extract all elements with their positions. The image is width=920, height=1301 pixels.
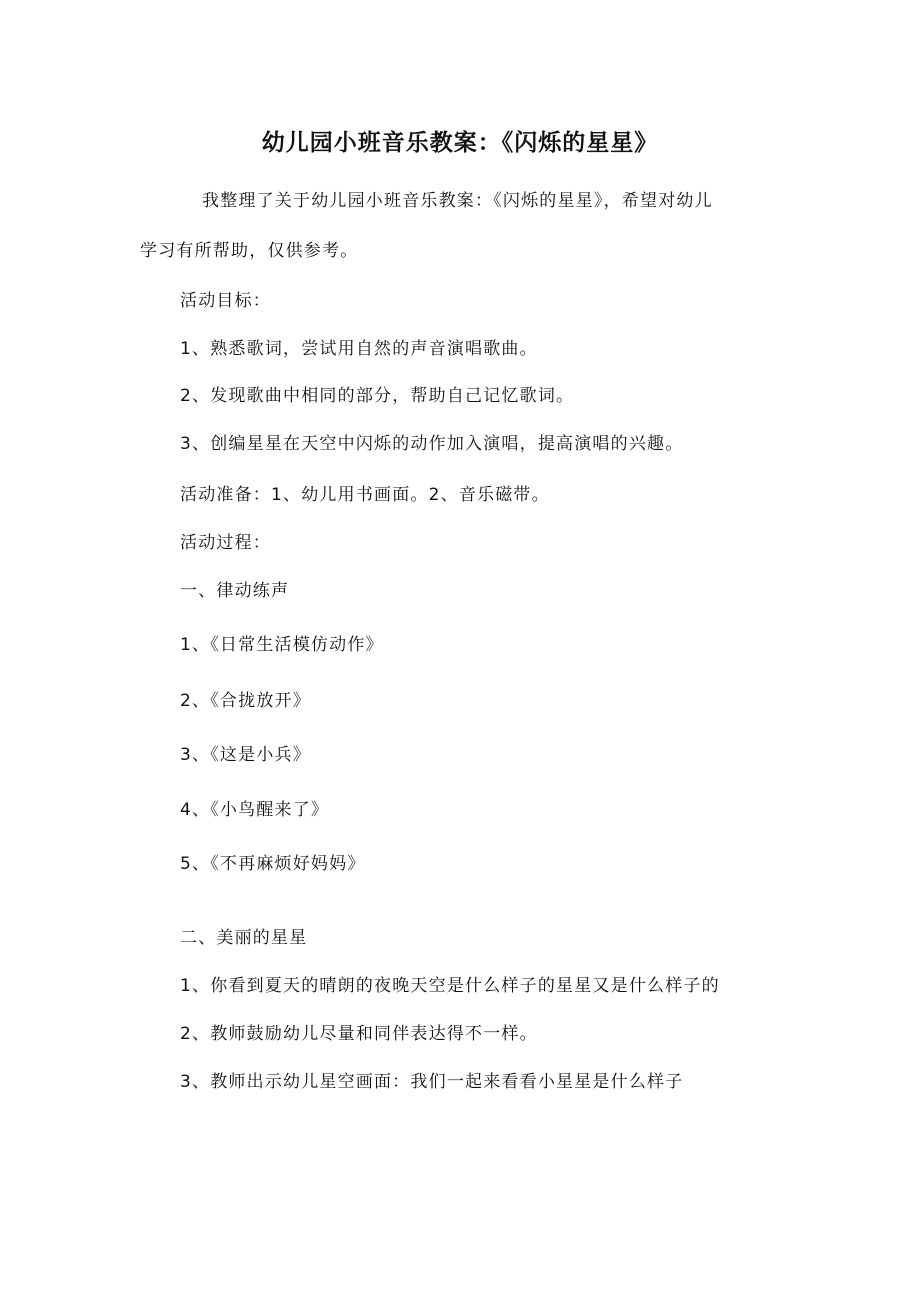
goal-item: 2、发现歌曲中相同的部分，帮助自己记忆歌词。 [180,386,575,406]
goal-item: 3、创编星星在天空中闪烁的动作加入演唱，提高演唱的兴趣。 [180,434,684,454]
section-2-item: 3、教师出示幼儿星空画面：我们一起来看看小星星是什么样子 [180,1072,684,1092]
section-1-item: 2、《合拢放开》 [180,691,311,711]
intro-line-2: 学习有所帮助，仅供参考。 [140,241,359,261]
section-2-item: 2、教师鼓励幼儿尽量和同伴表达得不一样。 [180,1024,538,1044]
section-1-heading: 一、律动练声 [180,581,290,601]
process-heading: 活动过程： [180,533,271,553]
document-title: 幼儿园小班音乐教案：《闪烁的星星》 [261,130,659,156]
section-2-item: 1、你看到夏天的晴朗的夜晚天空是什么样子的星星又是什么样子的 [180,976,720,996]
preparation-line: 活动准备：1、幼儿用书画面。2、音乐磁带。 [180,485,550,505]
goal-item: 1、熟悉歌词，尝试用自然的声音演唱歌曲。 [180,339,538,359]
intro-line-1: 我整理了关于幼儿园小班音乐教案：《闪烁的星星》，希望对幼儿 [202,191,713,211]
section-1-item: 4、《小鸟醒来了》 [180,800,330,820]
section-1-item: 3、《这是小兵》 [180,745,311,765]
section-1-item: 1、《日常生活模仿动作》 [180,635,384,655]
section-2-heading: 二、美丽的星星 [180,928,308,948]
goals-heading: 活动目标： [180,291,271,311]
section-1-item: 5、《不再麻烦好妈妈》 [180,854,366,874]
